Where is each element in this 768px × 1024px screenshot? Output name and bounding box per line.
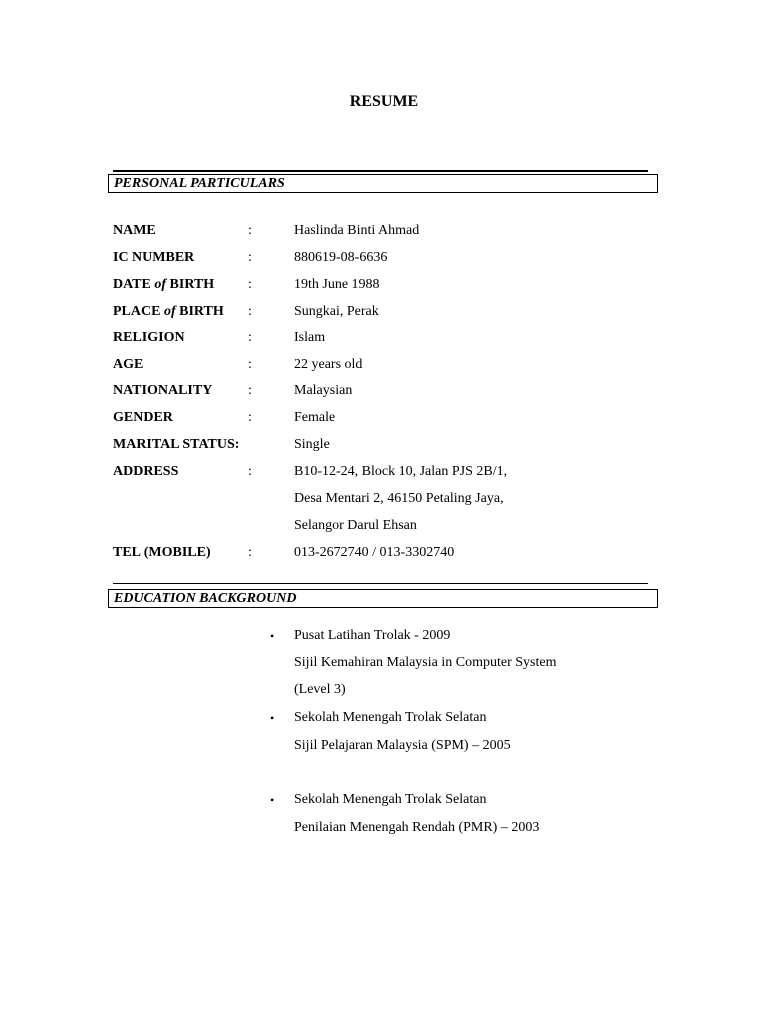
section-header-education: EDUCATION BACKGROUND <box>108 589 658 608</box>
education-line: Sijil Kemahiran Malaysia in Computer System <box>294 655 557 670</box>
education-line: Sijil Pelajaran Malaysia (SPM) – 2005 <box>294 738 511 753</box>
field-value: 013-2672740 / 013-3302740 <box>294 545 455 560</box>
field-value: 22 years old <box>294 357 363 372</box>
field-value: Islam <box>294 330 326 345</box>
field-colon: : <box>248 330 252 345</box>
field-label: DATE of BIRTH <box>113 277 215 292</box>
bullet-icon: • <box>270 629 275 643</box>
field-label: PLACE of BIRTH <box>113 304 224 319</box>
section-divider <box>113 583 648 584</box>
field-label: IC NUMBER <box>113 250 195 265</box>
field-colon: : <box>248 383 252 398</box>
field-value: Malaysian <box>294 383 353 398</box>
section-divider <box>113 170 648 172</box>
field-value: Haslinda Binti Ahmad <box>294 223 420 238</box>
address-line: Selangor Darul Ehsan <box>294 518 417 533</box>
education-line: (Level 3) <box>294 682 346 697</box>
field-value: Single <box>294 437 330 452</box>
bullet-icon: • <box>270 711 275 725</box>
field-value: B10-12-24, Block 10, Jalan PJS 2B/1, <box>294 464 508 479</box>
field-label: GENDER <box>113 410 173 425</box>
field-label: MARITAL STATUS: <box>113 437 240 452</box>
field-value: 880619-08-6636 <box>294 250 388 265</box>
education-line: Sekolah Menengah Trolak Selatan <box>294 710 487 725</box>
field-colon: : <box>248 304 252 319</box>
bullet-icon: • <box>270 793 275 807</box>
field-label: NAME <box>113 223 156 238</box>
field-colon: : <box>248 223 252 238</box>
field-value: Female <box>294 410 336 425</box>
field-colon: : <box>248 277 252 292</box>
field-label: NATIONALITY <box>113 383 213 398</box>
field-colon: : <box>248 545 252 560</box>
section-header-personal: PERSONAL PARTICULARS <box>108 174 658 193</box>
page-title: RESUME <box>349 93 419 110</box>
education-line: Sekolah Menengah Trolak Selatan <box>294 792 487 807</box>
field-colon: : <box>248 464 252 479</box>
field-value: 19th June 1988 <box>294 277 380 292</box>
address-line: Desa Mentari 2, 46150 Petaling Jaya, <box>294 491 504 506</box>
field-label: AGE <box>113 357 144 372</box>
field-colon: : <box>248 250 252 265</box>
field-label: ADDRESS <box>113 464 179 479</box>
field-colon: : <box>248 410 252 425</box>
education-line: Penilaian Menengah Rendah (PMR) – 2003 <box>294 820 540 835</box>
field-value: Sungkai, Perak <box>294 304 379 319</box>
field-label: TEL (MOBILE) <box>113 545 211 560</box>
education-line: Pusat Latihan Trolak - 2009 <box>294 628 451 643</box>
field-label: RELIGION <box>113 330 185 345</box>
field-colon: : <box>248 357 252 372</box>
